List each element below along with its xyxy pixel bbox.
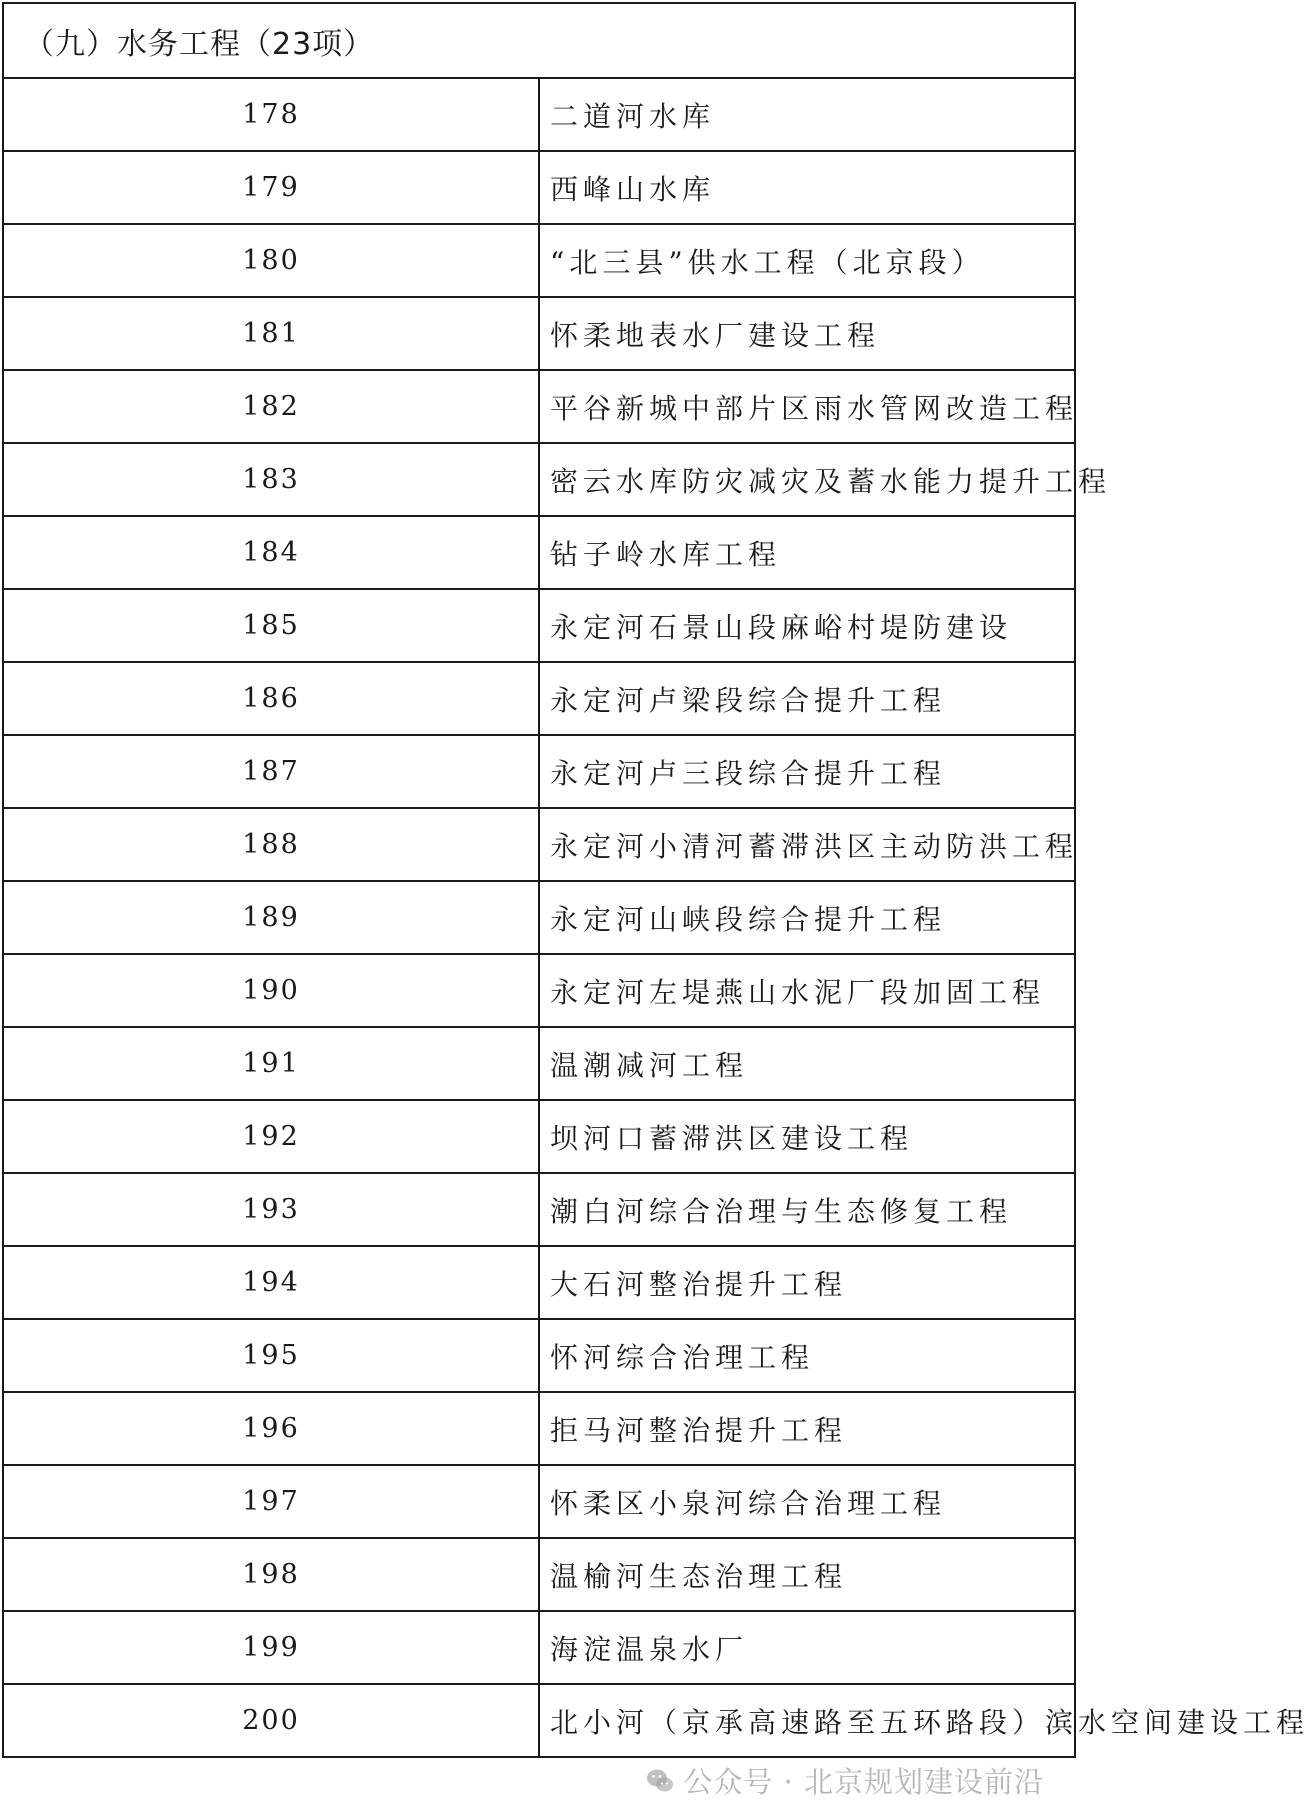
row-number: 178	[3, 78, 539, 151]
table-row	[3, 1538, 1075, 1611]
project-name: 永定河左堤燕山水泥厂段加固工程	[539, 954, 1075, 1027]
table-row	[3, 297, 1075, 370]
row-number: 179	[3, 151, 539, 224]
project-name: 西峰山水库	[539, 151, 1075, 224]
section-title: （九）水务工程（23项）	[3, 3, 1075, 78]
row-number: 194	[3, 1246, 539, 1319]
project-name: 钻子岭水库工程	[539, 516, 1075, 589]
table-row	[3, 1100, 1075, 1173]
row-number: 187	[3, 735, 539, 808]
project-name: 平谷新城中部片区雨水管网改造工程	[539, 370, 1075, 443]
table-row	[3, 151, 1075, 224]
project-name: 海淀温泉水厂	[539, 1611, 1075, 1684]
row-number: 200	[3, 1684, 539, 1757]
table-row	[3, 1173, 1075, 1246]
project-name: 永定河小清河蓄滞洪区主动防洪工程	[539, 808, 1075, 881]
watermark	[645, 1760, 1044, 1801]
project-name: 坝河口蓄滞洪区建设工程	[539, 1100, 1075, 1173]
table-row	[3, 370, 1075, 443]
row-number: 189	[3, 881, 539, 954]
project-name: 二道河水库	[539, 78, 1075, 151]
project-name: 密云水库防灾减灾及蓄水能力提升工程	[539, 443, 1075, 516]
watermark-text: 公众号 · 北京规划建设前沿	[683, 1765, 1044, 1799]
project-name: 北小河（京承高速路至五环路段）滨水空间建设工程	[539, 1684, 1075, 1757]
project-name: 怀柔区小泉河综合治理工程	[539, 1465, 1075, 1538]
table-row	[3, 516, 1075, 589]
project-name: 怀柔地表水厂建设工程	[539, 297, 1075, 370]
row-number: 190	[3, 954, 539, 1027]
project-name: 怀河综合治理工程	[539, 1319, 1075, 1392]
table-row	[3, 1027, 1075, 1100]
project-name: “北三县”供水工程（北京段）	[539, 224, 1075, 297]
table-row	[3, 443, 1075, 516]
project-name: 永定河卢三段综合提升工程	[539, 735, 1075, 808]
table-row	[3, 1319, 1075, 1392]
table-row	[3, 1684, 1075, 1757]
wechat-icon	[645, 1766, 675, 1796]
project-name: 永定河石景山段麻峪村堤防建设	[539, 589, 1075, 662]
table-row	[3, 662, 1075, 735]
project-name: 永定河山峡段综合提升工程	[539, 881, 1075, 954]
row-number: 183	[3, 443, 539, 516]
project-name: 拒马河整治提升工程	[539, 1392, 1075, 1465]
project-name: 温榆河生态治理工程	[539, 1538, 1075, 1611]
row-number: 198	[3, 1538, 539, 1611]
table-row	[3, 881, 1075, 954]
table-row	[3, 1246, 1075, 1319]
table-row	[3, 589, 1075, 662]
table-row	[3, 1611, 1075, 1684]
row-number: 180	[3, 224, 539, 297]
table-row	[3, 735, 1075, 808]
row-number: 192	[3, 1100, 539, 1173]
row-number: 186	[3, 662, 539, 735]
project-table	[2, 2, 1309, 1758]
row-number: 197	[3, 1465, 539, 1538]
project-name: 潮白河综合治理与生态修复工程	[539, 1173, 1075, 1246]
project-name: 温潮减河工程	[539, 1027, 1075, 1100]
row-number: 181	[3, 297, 539, 370]
section-header-row	[3, 3, 1075, 78]
row-number: 195	[3, 1319, 539, 1392]
row-number: 199	[3, 1611, 539, 1684]
row-number: 185	[3, 589, 539, 662]
row-number: 182	[3, 370, 539, 443]
row-number: 188	[3, 808, 539, 881]
project-name: 大石河整治提升工程	[539, 1246, 1075, 1319]
table-row	[3, 1392, 1075, 1465]
row-number: 191	[3, 1027, 539, 1100]
table-row	[3, 78, 1075, 151]
row-number: 196	[3, 1392, 539, 1465]
row-number: 193	[3, 1173, 539, 1246]
row-number: 184	[3, 516, 539, 589]
table-row	[3, 808, 1075, 881]
table-row	[3, 224, 1075, 297]
table-row	[3, 954, 1075, 1027]
table-row	[3, 1465, 1075, 1538]
project-name: 永定河卢梁段综合提升工程	[539, 662, 1075, 735]
